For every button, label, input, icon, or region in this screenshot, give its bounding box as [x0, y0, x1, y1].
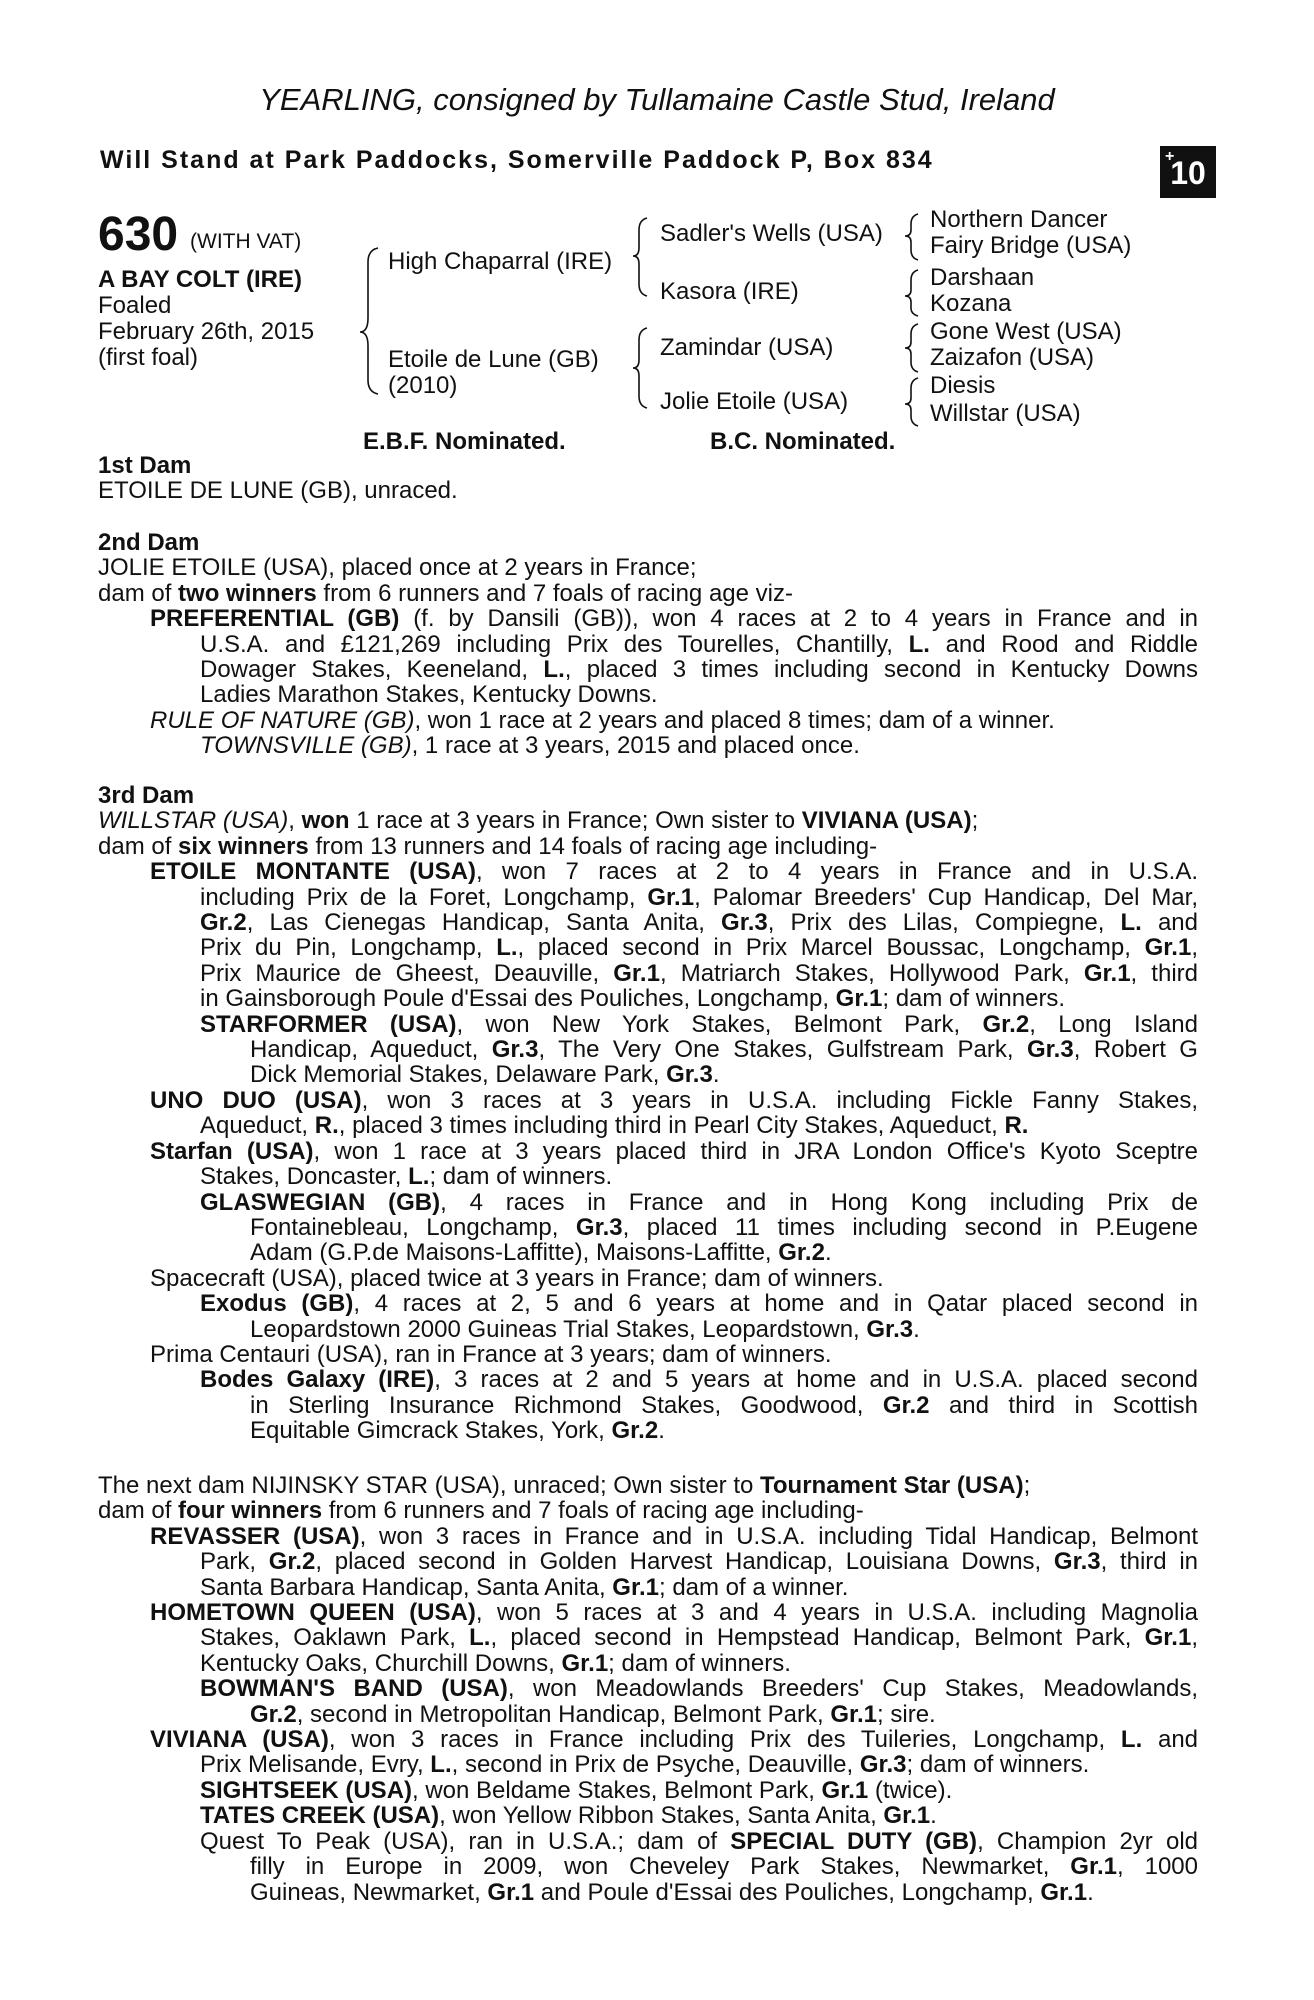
page-title: YEARLING, consigned by Tullamaine Castle Stud, Ireland: [259, 82, 1055, 117]
progeny-entry: Guineas, Newmarket, Gr.1 and Poule d'Essai des Pouliches, Longchamp, Gr.1.: [250, 1878, 1094, 1906]
progeny-entry: including Prix de la Foret, Longchamp, Gr.1, Palomar Breeders' Cup Handicap, Del Mar,: [200, 883, 1198, 911]
progeny-entry: Prix Melisande, Evry, L., second in Prix de Psyche, Deauville, Gr.3; dam of winners.: [200, 1751, 1090, 1779]
progeny-entry: Leopardstown 2000 Guineas Trial Stakes, Leopardstown, Gr.3.: [250, 1315, 920, 1343]
bc-nomination: B.C. Nominated.: [710, 428, 896, 455]
progeny-entry: filly in Europe in 2009, won Cheveley Park Stakes, Newmarket, Gr.1, 1000: [250, 1853, 1198, 1881]
progeny-entry: BOWMAN'S BAND (USA), won Meadowlands Breeders' Cup Stakes, Meadowlands,: [200, 1675, 1198, 1703]
third-dam-section: [98, 783, 1198, 1444]
second-dam-line: dam of two winners from 6 runners and 7 foals of racing age viz-: [98, 579, 793, 607]
progeny-entry: Exodus (GB), 4 races at 2, 5 and 6 years at home and in Qatar placed second in: [200, 1290, 1199, 1318]
g3-3: Darshaan: [930, 264, 1035, 291]
progeny-entry: GLASWEGIAN (GB), 4 races in France and in Hong Kong including Prix de: [200, 1188, 1198, 1216]
progeny-entry: Prix du Pin, Longchamp, L., placed second in Prix Marcel Boussac, Longchamp, Gr.1,: [200, 934, 1198, 962]
progeny-entry: RULE OF NATURE (GB), won 1 race at 2 years and placed 8 times; dam of a winner.: [150, 706, 1055, 734]
dam-sire: Zamindar (USA): [660, 334, 834, 361]
progeny-entry: in Gainsborough Poule d'Essai des Pouliches, Longchamp, Gr.1; dam of winners.: [200, 985, 1066, 1013]
foal-note: (first foal): [98, 344, 199, 371]
progeny-entry: Park, Gr.2, placed second in Golden Harvest Handicap, Louisiana Downs, Gr.3, third in: [200, 1548, 1199, 1576]
progeny-entry: STARFORMER (USA), won New York Stakes, Belmont Park, Gr.2, Long Island: [200, 1010, 1198, 1038]
progeny-entry: Quest To Peak (USA), ran in U.S.A.; dam of SPECIAL DUTY (GB), Champion 2yr old: [200, 1827, 1198, 1855]
first-dam-text: ETOILE DE LUNE (GB), unraced.: [98, 477, 458, 505]
second-dam-section: [98, 530, 1198, 759]
next-dam-line: dam of four winners from 6 runners and 7 foals of racing age including-: [98, 1497, 864, 1525]
badge-plus: +: [1165, 148, 1175, 165]
progeny-entry: REVASSER (USA), won 3 races in France and in U.S.A. including Tidal Handicap, Belmont: [150, 1522, 1198, 1550]
lot-number: 630: [98, 208, 179, 261]
progeny-entry: UNO DUO (USA), won 3 races at 3 years in U.S.A. including Fickle Fanny Stakes,: [150, 1086, 1199, 1114]
progeny-entry: Fontainebleau, Longchamp, Gr.3, placed 11 times including second in P.Eugene: [250, 1213, 1199, 1241]
progeny-entry: Gr.2, second in Metropolitan Handicap, Belmont Park, Gr.1; sire.: [250, 1700, 936, 1728]
dam: Etoile de Lune (GB): [388, 346, 599, 373]
third-dam-line: WILLSTAR (USA), won 1 race at 3 years in France; Own sister to VIVIANA (USA);: [98, 807, 979, 835]
g3-5: Gone West (USA): [930, 318, 1122, 345]
progeny-entry: HOMETOWN QUEEN (USA), won 5 races at 3 and 4 years in U.S.A. including Magnolia: [150, 1599, 1198, 1627]
progeny-entry: PREFERENTIAL (GB) (f. by Dansili (GB)), won 4 races at 2 to 4 years in France and in: [150, 605, 1198, 633]
second-dam-line: JOLIE ETOILE (USA), placed once at 2 years in France;: [98, 554, 697, 582]
foaled-label: Foaled: [98, 292, 172, 319]
dam-dam: Jolie Etoile (USA): [660, 388, 849, 415]
progeny-entry: Gr.2, Las Cienegas Handicap, Santa Anita, Gr.3, Prix des Lilas, Compiegne, L. and: [200, 909, 1198, 937]
progeny-entry: Stakes, Oaklawn Park, L., placed second in Hempstead Handicap, Belmont Park, Gr.1,: [200, 1624, 1198, 1652]
progeny-entry: Kentucky Oaks, Churchill Downs, Gr.1; dam of winners.: [200, 1649, 791, 1677]
dam-year: (2010): [388, 372, 458, 399]
progeny-entry: Prima Centauri (USA), ran in France at 3 years; dam of winners.: [150, 1340, 832, 1368]
progeny-entry: SIGHTSEEK (USA), won Beldame Stakes, Belmont Park, Gr.1 (twice).: [200, 1776, 953, 1804]
ebf-nomination: E.B.F. Nominated.: [363, 428, 566, 455]
progeny-entry: Bodes Galaxy (IRE), 3 races at 2 and 5 years at home and in U.S.A. placed second: [200, 1366, 1199, 1394]
g3-1: Northern Dancer: [930, 206, 1108, 233]
badge-number: 10: [1170, 155, 1206, 191]
sire: High Chaparral (IRE): [388, 248, 613, 275]
progeny-entry: Starfan (USA), won 1 race at 3 years placed third in JRA London Office's Kyoto Sceptre: [150, 1137, 1198, 1165]
progeny-entry: in Sterling Insurance Richmond Stakes, Goodwood, Gr.2 and third in Scottish: [250, 1391, 1198, 1419]
next-dam-line: The next dam NIJINSKY STAR (USA), unraced; Own sister to Tournament Star (USA);: [98, 1472, 1031, 1499]
g3-4: Kozana: [930, 290, 1012, 317]
progeny-entry: Handicap, Aqueduct, Gr.3, The Very One Stakes, Gulfstream Park, Gr.3, Robert G: [250, 1036, 1198, 1064]
sire-sire: Sadler's Wells (USA): [660, 220, 883, 247]
second-dam-heading: 2nd Dam: [98, 529, 200, 556]
progeny-entry: Stakes, Doncaster, L.; dam of winners.: [200, 1163, 613, 1191]
sire-dam: Kasora (IRE): [660, 278, 799, 305]
progeny-entry: ETOILE MONTANTE (USA), won 7 races at 2 to 4 years in France and in U.S.A.: [150, 858, 1199, 886]
third-dam-heading: 3rd Dam: [98, 782, 195, 809]
progeny-entry: Equitable Gimcrack Stakes, York, Gr.2.: [250, 1417, 665, 1445]
progeny-entry: Adam (G.P.de Maisons-Laffitte), Maisons-Laffitte, Gr.2.: [250, 1239, 832, 1267]
pedigree-brackets: [0, 0, 1314, 440]
progeny-entry: Spacecraft (USA), placed twice at 3 years in France; dam of winners.: [150, 1264, 884, 1292]
g3-7: Diesis: [930, 372, 996, 399]
progeny-entry: TATES CREEK (USA), won Yellow Ribbon Stakes, Santa Anita, Gr.1.: [200, 1802, 937, 1830]
g3-2: Fairy Bridge (USA): [930, 232, 1132, 259]
foaled-date: February 26th, 2015: [98, 318, 315, 345]
g3-8: Willstar (USA): [930, 400, 1081, 427]
progeny-entry: Dick Memorial Stakes, Delaware Park, Gr.3.: [250, 1061, 720, 1089]
progeny-entry: Dowager Stakes, Keeneland, L., placed 3 times including second in Kentucky Downs: [200, 656, 1199, 684]
progeny-entry: Santa Barbara Handicap, Santa Anita, Gr.1; dam of a winner.: [200, 1573, 849, 1601]
progeny-entry: Ladies Marathon Stakes, Kentucky Downs.: [200, 681, 658, 709]
next-dam-section: [98, 1473, 1198, 1905]
stand-location: Will Stand at Park Paddocks, Somerville Paddock P, Box 834: [100, 146, 934, 174]
progeny-entry: U.S.A. and £121,269 including Prix des Tourelles, Chantilly, L. and Rood and Riddle: [200, 630, 1199, 658]
progeny-entry: VIVIANA (USA), won 3 races in France including Prix des Tuileries, Longchamp, L. and: [150, 1726, 1199, 1754]
third-dam-line: dam of six winners from 13 runners and 14 foals of racing age including-: [98, 832, 878, 860]
progeny-entry: Aqueduct, R., placed 3 times including third in Pearl City Stakes, Aqueduct, R.: [200, 1112, 1029, 1140]
progeny-entry: Prix Maurice de Gheest, Deauville, Gr.1, Matriarch Stakes, Hollywood Park, Gr.1, third: [200, 959, 1198, 987]
first-dam-heading: 1st Dam: [98, 452, 192, 479]
g3-6: Zaizafon (USA): [930, 344, 1095, 371]
vat-note: (WITH VAT): [190, 230, 302, 253]
lot-name: A BAY COLT (IRE): [98, 266, 303, 293]
progeny-entry: TOWNSVILLE (GB), 1 race at 3 years, 2015 and placed once.: [200, 732, 860, 760]
first-dam-section: [98, 453, 1198, 504]
